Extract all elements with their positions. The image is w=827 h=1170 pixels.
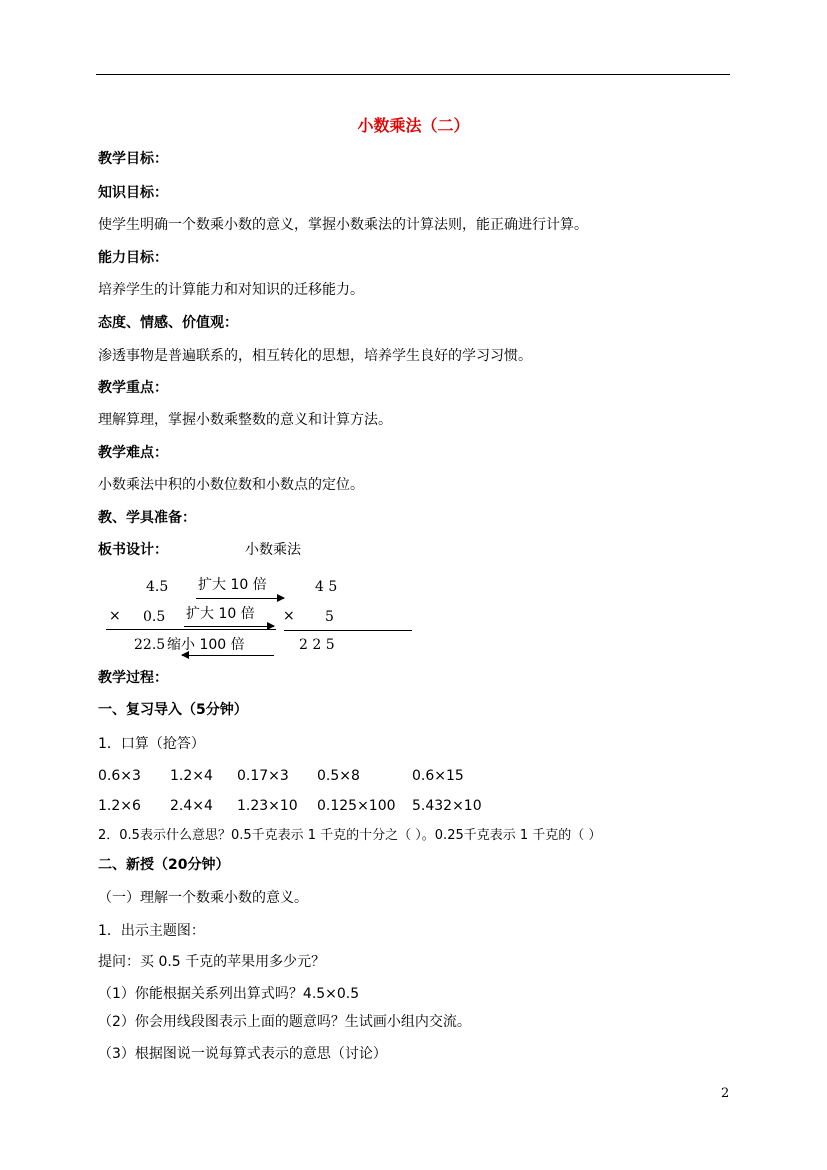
board-arrow2-label: 扩大 10 倍 — [186, 606, 255, 622]
text-attitude: 渗透事物是普遍联系的，相互转化的思想，培养学生良好的学习习惯。 — [98, 348, 532, 364]
board-right-mid: 5 — [325, 609, 334, 625]
board-right-top: 4 5 — [315, 579, 338, 595]
heading-new-lesson: 二、新授（20分钟） — [98, 857, 230, 873]
board-label: 板书设计： — [98, 542, 168, 558]
text-key-points: 理解算理，掌握小数乘整数的意义和计算方法。 — [98, 412, 392, 428]
heading-review: 一、复习导入（5分钟） — [98, 702, 248, 718]
left-product-rule — [106, 629, 276, 630]
board-arrow3-label: 缩小 100 倍 — [167, 637, 245, 653]
board-right-bottom: 2 2 5 — [299, 637, 335, 653]
text-step-3: （3）根据图说一说每算式表示的意思（讨论） — [98, 1046, 387, 1062]
text-step-2: （2）你会用线段图表示上面的题意吗？生试画小组内交流。 — [98, 1014, 471, 1030]
board-arrow1-label: 扩大 10 倍 — [198, 577, 267, 593]
text-oral-calc: 1．口算（抢答） — [98, 736, 205, 752]
board-left-bottom: 22.5 — [134, 637, 166, 653]
page-title: 小数乘法（二） — [357, 116, 470, 135]
oral-item: 0.6×3 — [98, 768, 141, 784]
oral-item: 1.2×6 — [98, 798, 141, 814]
text-show-image: 1．出示主题图： — [98, 923, 205, 939]
oral-item: 0.6×15 — [412, 768, 464, 784]
board-left-times: × — [109, 608, 121, 624]
board-left-mid: 0.5 — [143, 609, 166, 625]
oral-item: 1.23×10 — [237, 798, 298, 814]
page-number: 2 — [721, 1086, 730, 1101]
arrow-right-1 — [196, 598, 284, 599]
text-question-2: 2．0.5表示什么意思？0.5千克表示 1 千克的十分之（ ）。0.25千克表示 1 千克的（ ） — [98, 828, 602, 843]
arrow-right-2 — [184, 626, 274, 627]
arrow-left-3 — [182, 655, 274, 656]
right-product-rule — [284, 630, 412, 631]
heading-process: 教学过程： — [98, 670, 168, 686]
oral-item: 0.5×8 — [317, 768, 360, 784]
text-ability-goals: 培养学生的计算能力和对知识的迁移能力。 — [98, 282, 364, 298]
text-section-1: （一）理解一个数乘小数的意义。 — [98, 890, 308, 906]
text-ask: 提问：买 0.5 千克的苹果用多少元？ — [98, 954, 326, 970]
heading-difficulties: 教学难点： — [98, 445, 168, 461]
oral-item: 1.2×4 — [170, 768, 213, 784]
oral-item: 0.125×100 — [317, 798, 396, 814]
heading-key-points: 教学重点： — [98, 380, 168, 396]
board-left-top: 4.5 — [146, 579, 169, 595]
board-heading: 小数乘法 — [245, 542, 301, 558]
oral-item: 2.4×4 — [170, 798, 213, 814]
heading-materials: 教、学具准备： — [98, 510, 196, 526]
board-right-times: × — [283, 608, 295, 624]
text-knowledge-goals: 使学生明确一个数乘小数的意义，掌握小数乘法的计算法则，能正确进行计算。 — [98, 217, 588, 233]
header-rule — [96, 74, 730, 75]
text-difficulties: 小数乘法中积的小数位数和小数点的定位。 — [98, 477, 364, 493]
heading-ability-goals: 能力目标： — [98, 250, 168, 266]
oral-item: 0.17×3 — [237, 768, 289, 784]
heading-teaching-goals: 教学目标： — [98, 151, 168, 167]
heading-knowledge-goals: 知识目标： — [98, 185, 168, 201]
oral-item: 5.432×10 — [412, 798, 482, 814]
heading-attitude: 态度、情感、价值观： — [98, 315, 238, 331]
text-step-1: （1）你能根据关系列出算式吗？4.5×0.5 — [98, 986, 360, 1002]
